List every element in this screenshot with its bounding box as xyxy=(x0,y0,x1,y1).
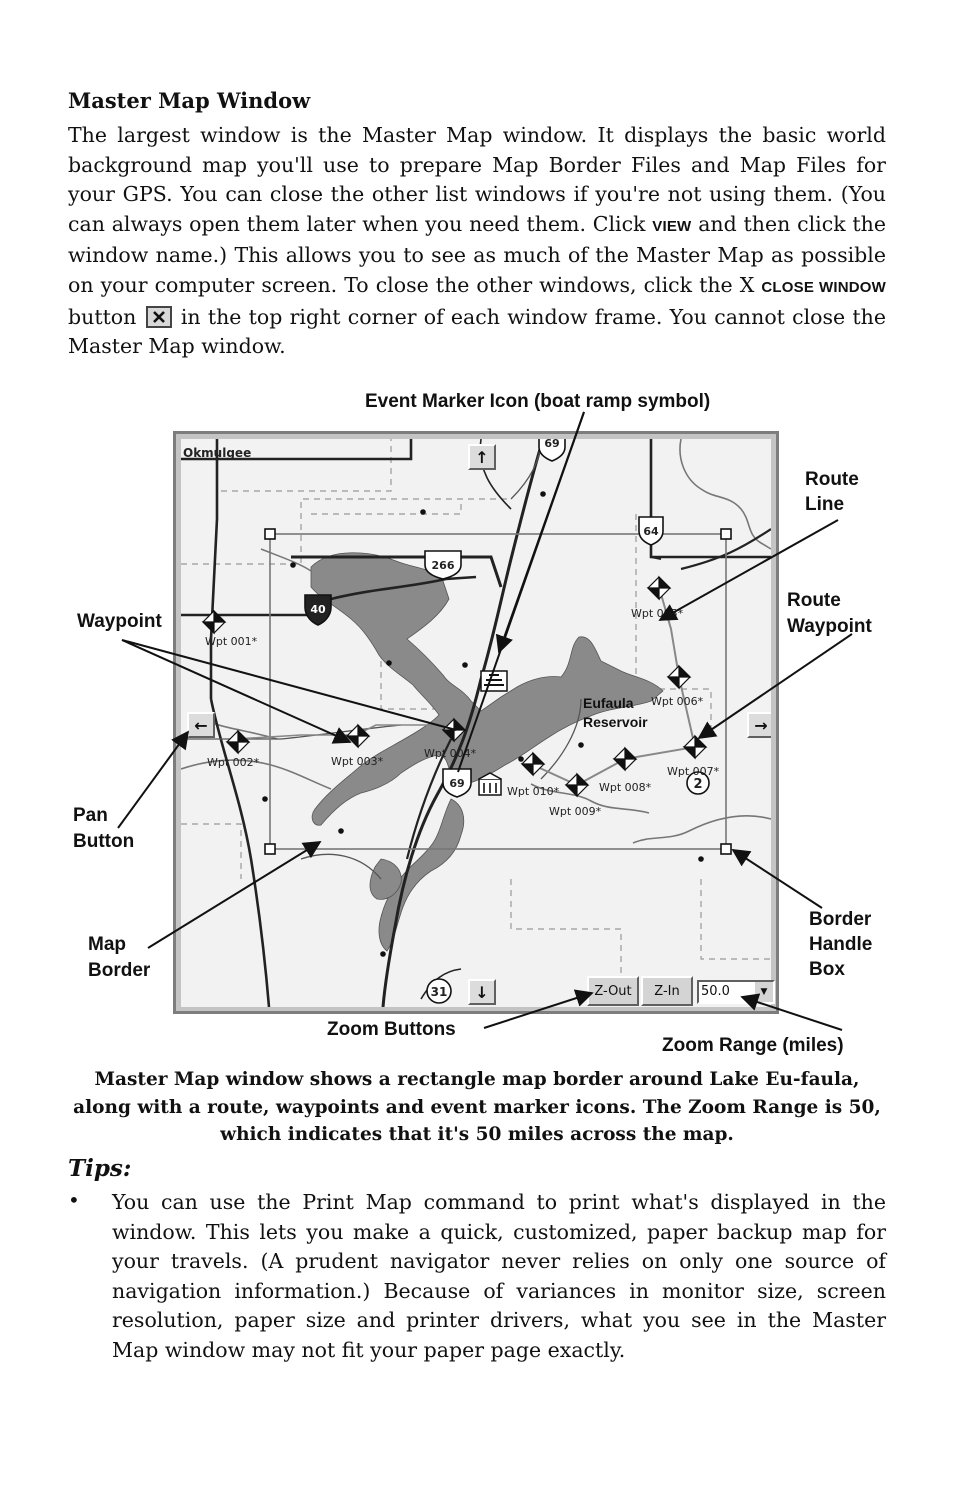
waypoint-label-001: Wpt 001* xyxy=(205,635,258,648)
map-canvas[interactable] xyxy=(181,439,771,1007)
waypoint-label-003: Wpt 003* xyxy=(331,755,384,768)
callout-border-handle-3: Box xyxy=(809,959,845,980)
svg-text:69: 69 xyxy=(449,777,465,790)
callout-event-marker: Event Marker Icon (boat ramp symbol) xyxy=(365,391,711,412)
waypoint-label-010: Wpt 010* xyxy=(507,785,560,798)
intro-paragraph xyxy=(68,121,886,362)
callout-border-handle-2: Handle xyxy=(809,934,873,955)
master-map-window xyxy=(173,431,779,1014)
svg-text:266: 266 xyxy=(431,559,455,572)
pan-up-button[interactable]: ↑ xyxy=(468,444,496,470)
zoom-range-select[interactable] xyxy=(697,980,775,1004)
tips-item-1: You can use the Print Map command to print what's displayed in the window. This lets you make a quick, customized, paper backup map for your travels. (A prudent navigator never relies on only one source of navigation information.) Because of variances in monitor size, screen resolution, paper size and printer drivers, what you see in the Master Map window may not fit your paper page exactly. xyxy=(112,1190,886,1362)
tips-title: Tips: xyxy=(68,1155,132,1182)
callout-route-waypoint-1: Route xyxy=(787,590,841,611)
callout-route-line-2: Line xyxy=(805,494,845,515)
callout-zoom-buttons: Zoom Buttons xyxy=(327,1019,456,1040)
intro-text-2: and then click the window name.) This allows you to see as much of the Master Map as possible on your computer screen. To close the other windows, click the X xyxy=(68,211,886,297)
svg-text:40: 40 xyxy=(310,603,326,616)
interstate-shield-40 xyxy=(305,595,331,625)
figure-caption: Master Map window shows a rectangle map border around Lake Eu-faula, along with a route, waypoints and event marker icons. The Zoom Range is 50, which indicates that it's 50 miles across the map. xyxy=(73,1069,881,1145)
waypoint-label-005: Wpt 005* xyxy=(631,607,684,620)
callout-route-waypoint-2: Waypoint xyxy=(787,616,872,637)
highway-shield-266 xyxy=(425,551,461,579)
highway-shield-31 xyxy=(427,979,451,1003)
svg-text:69: 69 xyxy=(544,439,560,450)
svg-text:31: 31 xyxy=(430,985,448,999)
waypoint-label-009: Wpt 009* xyxy=(549,805,602,818)
tips-bullet: • xyxy=(68,1188,80,1212)
waypoint-marker-010[interactable] xyxy=(522,753,544,775)
pan-down-button[interactable]: ↓ xyxy=(468,979,496,1005)
waypoint-label-006: Wpt 006* xyxy=(651,695,704,708)
callout-map-border-2: Border xyxy=(88,960,151,981)
waypoint-marker-008[interactable] xyxy=(614,748,636,770)
map-place-eufaula-1: Eufaula xyxy=(583,695,634,711)
waypoint-label-008: Wpt 008* xyxy=(599,781,652,794)
callout-map-border-1: Map xyxy=(88,934,126,955)
pan-left-button[interactable]: ← xyxy=(187,712,215,738)
boat-ramp-icon[interactable] xyxy=(481,671,507,691)
highway-shield-69 xyxy=(443,769,471,797)
callout-pan-button-2: Button xyxy=(73,831,135,852)
waypoint-marker-005[interactable] xyxy=(648,577,670,599)
close-window-command: CLOSE WINDOW xyxy=(761,278,886,296)
intro-text-4: in the top right corner of each window frame. You cannot close the Master Map window. xyxy=(68,304,886,359)
callout-zoom-range: Zoom Range (miles) xyxy=(662,1035,844,1056)
waypoint-marker-002[interactable] xyxy=(227,731,249,753)
waypoint-marker-003[interactable] xyxy=(347,725,369,747)
waypoint-label-004: Wpt 004* xyxy=(424,747,477,760)
callout-route-line-1: Route xyxy=(805,469,859,490)
waypoint-marker-006[interactable] xyxy=(668,666,690,688)
map-place-okmulgee: Okmulgee xyxy=(183,446,252,460)
chevron-down-icon[interactable]: ▼ xyxy=(755,982,773,1002)
section-heading: Master Map Window xyxy=(68,88,311,113)
waypoint-marker-009[interactable] xyxy=(566,774,588,796)
svg-text:2: 2 xyxy=(693,777,703,792)
waypoint-label-007: Wpt 007* xyxy=(667,765,720,778)
intro-text-3: button xyxy=(68,304,144,329)
zoom-out-button[interactable]: Z-Out xyxy=(587,976,639,1006)
callout-waypoint: Waypoint xyxy=(77,611,162,632)
view-command: VIEW xyxy=(652,217,692,235)
waypoint-marker-007[interactable] xyxy=(684,736,706,758)
map-place-eufaula-2: Reservoir xyxy=(583,714,648,730)
intro-text-1: The largest window is the Master Map window. It displays the basic world background map you'll use to prepare Map Border Files and Map Files for your GPS. You can close the other list windows if you're not using them. (You can always open them later when you need them. Click xyxy=(68,123,886,236)
zoom-range-value: 50.0 xyxy=(701,984,730,999)
callout-border-handle-1: Border xyxy=(809,909,872,930)
pan-right-button[interactable]: → xyxy=(747,712,771,738)
map-drawing xyxy=(181,439,771,1007)
zoom-in-button[interactable]: Z-In xyxy=(641,976,693,1006)
svg-text:64: 64 xyxy=(643,525,659,538)
close-window-icon xyxy=(146,306,172,328)
callout-pan-button-1: Pan xyxy=(73,805,108,826)
waypoint-label-002: Wpt 002* xyxy=(207,756,260,769)
highway-shield-64 xyxy=(639,517,663,545)
highway-shield-69-top xyxy=(539,439,565,461)
